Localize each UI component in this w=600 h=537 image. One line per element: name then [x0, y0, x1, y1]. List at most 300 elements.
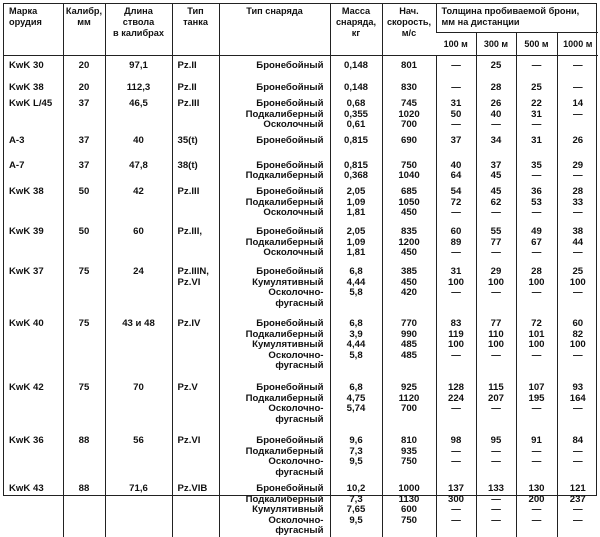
gun-model-cell: А-7	[9, 159, 25, 171]
header-line: м/с	[401, 28, 417, 38]
tank-type-value: Pz.VI	[177, 276, 201, 288]
penetration-500m-value	[517, 468, 557, 479]
muzzle-velocity-cell	[382, 78, 436, 94]
penetration-100m-cell	[436, 262, 476, 314]
penetration-300m-value: 77	[490, 317, 502, 329]
penetration-1000m-value	[558, 415, 599, 426]
penetration-500m-cell	[516, 222, 557, 262]
muzzle-velocity-value: 830	[400, 82, 417, 93]
shell-types-value: Подкалиберный	[245, 196, 324, 208]
penetration-1000m-value: —	[572, 504, 583, 516]
shell-types-value: Подкалиберный	[245, 493, 324, 505]
table-row	[4, 55, 598, 78]
penetration-1000m-value: 237	[569, 493, 586, 505]
shell-mass-value: 4,44	[346, 276, 366, 288]
header-distance-300: 300 м	[476, 32, 516, 55]
shell-types-value: Бронебойный	[256, 159, 324, 171]
penetration-500m-value: —	[531, 456, 542, 468]
penetration-300m-value	[477, 361, 516, 372]
penetration-1000m-cell	[557, 378, 598, 431]
barrel-length-cell: 60	[105, 222, 172, 262]
shell-mass-cell	[330, 431, 382, 479]
muzzle-velocity-value: 1040	[398, 170, 420, 182]
muzzle-velocity-value: 685	[400, 185, 417, 197]
muzzle-velocity-value: 600	[400, 504, 417, 516]
shell-types-cell	[219, 94, 330, 131]
table-row	[4, 156, 598, 182]
shell-mass-cell	[330, 378, 382, 431]
penetration-100m-value: 300	[447, 493, 464, 505]
penetration-1000m-cell	[557, 314, 598, 378]
penetration-500m-cell	[516, 479, 557, 537]
penetration-1000m-value: 29	[572, 159, 584, 171]
penetration-100m-value	[437, 526, 476, 537]
shell-types-cell	[219, 431, 330, 479]
penetration-300m-value: 37	[490, 159, 502, 171]
header-penetration	[436, 4, 598, 32]
penetration-300m-value: —	[491, 403, 501, 415]
shell-mass-value: 0,148	[343, 82, 368, 93]
header-line: Масса	[341, 6, 371, 16]
table-row	[4, 314, 598, 378]
muzzle-velocity-value: 1120	[398, 392, 420, 404]
muzzle-velocity-value: 385	[400, 265, 417, 277]
barrel-length-cell: 46,5	[105, 94, 172, 131]
penetration-300m-value: —	[491, 207, 501, 219]
shell-types-value: Подкалиберный	[245, 108, 324, 120]
muzzle-velocity-value: 750	[400, 456, 417, 468]
penetration-1000m-value: —	[572, 170, 583, 182]
shell-types-value: Бронебойный	[256, 59, 324, 71]
shell-types-value: Бронебойный	[256, 434, 324, 446]
muzzle-velocity-cell	[382, 378, 436, 431]
muzzle-velocity-value: 485	[400, 349, 417, 361]
penetration-1000m-value: 100	[569, 276, 586, 288]
barrel-length-cell: 70	[105, 378, 172, 431]
shell-types-value: Осколочно-	[268, 514, 324, 526]
penetration-300m-cell	[476, 431, 516, 479]
header-line: Нач.	[399, 6, 419, 16]
penetration-300m-value	[477, 415, 516, 426]
penetration-300m-cell	[476, 222, 516, 262]
penetration-100m-value: 50	[450, 108, 462, 120]
shell-mass-value: 1,09	[346, 196, 366, 208]
gun-model-cell: KwK 42	[9, 381, 44, 393]
penetration-1000m-value	[558, 361, 599, 372]
penetration-300m-value: 29	[490, 265, 502, 277]
penetration-1000m-value: 38	[572, 225, 584, 237]
penetration-300m-value: 45	[490, 185, 502, 197]
penetration-100m-value: 37	[450, 134, 462, 146]
muzzle-velocity-value: 1000	[398, 482, 420, 494]
penetration-500m-value: 195	[528, 392, 545, 404]
header-line: Марка	[9, 6, 38, 16]
header-line: Калибр,	[65, 6, 103, 16]
tank-type-value: Pz.III,	[177, 225, 203, 237]
shell-types-value: фугасный	[275, 413, 324, 425]
penetration-300m-cell	[476, 94, 516, 131]
table-row	[4, 94, 598, 131]
penetration-1000m-cell	[557, 78, 598, 94]
penetration-500m-cell	[516, 262, 557, 314]
shell-types-value: Осколочно-	[268, 349, 324, 361]
penetration-1000m-cell	[557, 131, 598, 156]
penetration-300m-value: 77	[490, 236, 502, 248]
muzzle-velocity-value	[383, 361, 436, 372]
shell-types-value: фугасный	[275, 466, 324, 478]
shell-mass-value: 1,81	[346, 247, 366, 259]
muzzle-velocity-value: 770	[400, 317, 417, 329]
penetration-1000m-value: 84	[572, 434, 584, 446]
gun-model-cell: KwK 39	[9, 225, 44, 237]
table-row	[4, 222, 598, 262]
gun-model-cell: KwK 38	[9, 82, 44, 93]
muzzle-velocity-value: 990	[400, 328, 417, 340]
tank-type-value: Pz.V	[177, 381, 198, 393]
penetration-1000m-value: —	[572, 445, 583, 457]
penetration-300m-cell	[476, 314, 516, 378]
muzzle-velocity-cell	[382, 55, 436, 78]
caliber-cell: 50	[63, 182, 105, 222]
penetration-300m-value: 62	[490, 196, 502, 208]
penetration-1000m-value: 25	[572, 265, 584, 277]
table-row	[4, 262, 598, 314]
muzzle-velocity-value: 1200	[398, 236, 420, 248]
penetration-1000m-value: —	[572, 514, 583, 526]
penetration-500m-value: —	[531, 287, 542, 299]
penetration-100m-cell	[436, 378, 476, 431]
penetration-300m-value: 55	[490, 225, 502, 237]
shell-types-value: Осколочный	[263, 247, 324, 259]
barrel-length-cell: 24	[105, 262, 172, 314]
shell-types-value: Осколочный	[263, 207, 324, 219]
header-line: в калибрах	[113, 28, 164, 38]
muzzle-velocity-value	[383, 415, 436, 426]
penetration-500m-cell	[516, 94, 557, 131]
shell-mass-value	[331, 526, 382, 537]
penetration-300m-value: 40	[490, 108, 502, 120]
penetration-300m-value: 115	[488, 381, 504, 393]
tank-type-cell	[172, 78, 219, 94]
muzzle-velocity-value: 485	[400, 339, 417, 351]
shell-mass-value: 0,368	[343, 170, 368, 182]
penetration-500m-value: —	[531, 445, 542, 457]
penetration-100m-value: 83	[450, 317, 462, 329]
penetration-1000m-cell	[557, 182, 598, 222]
penetration-1000m-value: 26	[572, 134, 584, 146]
barrel-length-cell: 112,3	[105, 78, 172, 94]
penetration-500m-value: —	[531, 170, 542, 182]
penetration-300m-value: 110	[488, 328, 504, 340]
shell-mass-value: 5,8	[349, 287, 363, 299]
muzzle-velocity-value: 450	[400, 247, 417, 259]
penetration-300m-value: 26	[490, 98, 502, 109]
header-line: Длина	[124, 6, 153, 16]
header-caliber	[63, 4, 105, 55]
shell-types-value: фугасный	[275, 360, 324, 372]
tank-type-value: Pz.IIIN,	[177, 265, 209, 277]
penetration-500m-value: 130	[528, 482, 545, 494]
muzzle-velocity-value: 835	[400, 225, 417, 237]
shell-types-value: Осколочно-	[268, 403, 324, 415]
gun-model-cell: KwK 36	[9, 434, 44, 446]
shell-types-value: Осколочно-	[268, 287, 324, 299]
penetration-500m-value: —	[531, 247, 542, 259]
penetration-1000m-value: 44	[572, 236, 584, 248]
penetration-300m-cell	[476, 131, 516, 156]
penetration-300m-cell	[476, 378, 516, 431]
penetration-500m-value: 49	[531, 225, 542, 237]
penetration-100m-value: —	[451, 504, 461, 516]
shell-mass-value: 0,815	[343, 159, 368, 171]
penetration-500m-cell	[516, 431, 557, 479]
penetration-500m-value	[517, 415, 557, 426]
penetration-300m-value: 207	[487, 392, 504, 404]
header-line: мм на дистанции	[441, 17, 520, 27]
penetration-500m-cell	[516, 156, 557, 182]
header-barrel-length	[105, 4, 172, 55]
penetration-1000m-value: 164	[569, 392, 586, 404]
shell-mass-value: 6,8	[349, 265, 363, 277]
penetration-1000m-value: —	[572, 247, 583, 259]
shell-mass-cell	[330, 94, 382, 131]
table-row	[4, 378, 598, 431]
tank-type-value: Pz.III	[177, 98, 200, 109]
penetration-100m-value: —	[451, 514, 461, 526]
shell-mass-value: 6,8	[349, 317, 363, 329]
shell-mass-value: 3,9	[349, 328, 363, 340]
shell-types-value: Осколочный	[263, 119, 324, 131]
penetration-500m-value: 200	[528, 493, 545, 505]
table-row	[4, 78, 598, 94]
tank-type-cell	[172, 314, 219, 378]
shell-types-value: Подкалиберный	[245, 170, 324, 182]
penetration-500m-value: 72	[531, 317, 542, 329]
penetration-300m-value: 100	[487, 276, 504, 288]
shell-mass-value: 0,68	[346, 98, 366, 109]
penetration-100m-value: —	[451, 59, 461, 71]
shell-mass-value: 9,5	[349, 514, 363, 526]
penetration-300m-value: 25	[490, 59, 502, 71]
shell-mass-value: 9,5	[349, 456, 363, 468]
barrel-length-cell: 97,1	[105, 55, 172, 78]
tank-type-cell	[172, 262, 219, 314]
penetration-100m-value	[437, 415, 476, 426]
muzzle-velocity-value: 450	[400, 276, 417, 288]
penetration-1000m-value: —	[572, 287, 583, 299]
penetration-1000m-value	[558, 299, 599, 310]
penetration-1000m-value: —	[572, 82, 583, 93]
caliber-cell: 88	[63, 431, 105, 479]
penetration-500m-value: 35	[531, 159, 542, 171]
muzzle-velocity-value: 700	[400, 403, 417, 415]
shell-mass-value	[331, 468, 382, 479]
shell-mass-value: 5,8	[349, 349, 363, 361]
barrel-length-cell: 40	[105, 131, 172, 156]
penetration-1000m-cell	[557, 55, 598, 78]
penetration-100m-cell	[436, 78, 476, 94]
shell-types-cell	[219, 314, 330, 378]
penetration-1000m-value	[558, 120, 599, 131]
shell-mass-value: 0,355	[343, 108, 368, 120]
shell-mass-value	[331, 299, 382, 310]
barrel-length-cell: 56	[105, 431, 172, 479]
penetration-1000m-value: —	[572, 349, 583, 361]
shell-types-value: Бронебойный	[256, 185, 324, 197]
tank-type-cell	[172, 94, 219, 131]
shell-mass-value	[331, 415, 382, 426]
shell-mass-cell	[330, 55, 382, 78]
gun-model-cell: KwK 38	[9, 185, 44, 197]
shell-types-value: Подкалиберный	[245, 328, 324, 340]
gun-model-cell: KwK 43	[9, 482, 44, 494]
shell-types-cell	[219, 262, 330, 314]
shell-mass-cell	[330, 222, 382, 262]
penetration-500m-value: 36	[531, 185, 542, 197]
caliber-cell: 20	[63, 78, 105, 94]
penetration-500m-value: —	[531, 349, 542, 361]
header-tank-type	[172, 4, 219, 55]
shell-types-value: Подкалиберный	[245, 236, 324, 248]
penetration-500m-value: 28	[531, 265, 542, 277]
penetration-500m-value: 67	[531, 236, 542, 248]
penetration-300m-value: —	[491, 493, 501, 505]
muzzle-velocity-value: 700	[400, 119, 417, 131]
caliber-cell: 20	[63, 55, 105, 78]
header-line: Тип снаряда	[246, 6, 303, 16]
penetration-300m-cell	[476, 262, 516, 314]
penetration-500m-value: 53	[531, 196, 542, 208]
tank-type-cell	[172, 182, 219, 222]
caliber-cell: 37	[63, 94, 105, 131]
shell-mass-cell	[330, 78, 382, 94]
penetration-100m-value: 31	[450, 98, 462, 109]
tank-type-cell	[172, 55, 219, 78]
muzzle-velocity-value: 1130	[398, 493, 420, 505]
penetration-1000m-value: 60	[572, 317, 584, 329]
penetration-500m-value: —	[531, 504, 542, 516]
muzzle-velocity-value: 925	[400, 381, 417, 393]
header-line: скорость,	[386, 17, 432, 27]
penetration-100m-cell	[436, 314, 476, 378]
penetration-100m-value: 98	[450, 434, 462, 446]
penetration-500m-value	[517, 526, 557, 537]
header-line: орудия	[9, 17, 42, 27]
penetration-100m-value: 224	[447, 392, 464, 404]
penetration-500m-cell	[516, 55, 557, 78]
header-line: мм	[77, 17, 91, 27]
penetration-100m-value	[437, 299, 476, 310]
armor-penetration-table	[4, 4, 598, 537]
penetration-300m-value: 34	[490, 134, 502, 146]
penetration-500m-value: 101	[528, 328, 545, 340]
gun-model-cell: KwK 40	[9, 317, 44, 329]
penetration-500m-cell	[516, 378, 557, 431]
penetration-100m-cell	[436, 431, 476, 479]
penetration-100m-value: 100	[447, 339, 464, 351]
gun-model-cell: KwK 30	[9, 59, 44, 71]
table-body	[4, 55, 598, 537]
penetration-100m-value: —	[451, 82, 461, 93]
header-distance-1000: 1000 м	[557, 32, 598, 55]
header-line: танка	[183, 17, 208, 27]
penetration-1000m-value	[558, 468, 599, 479]
gun-model-cell: А-3	[9, 134, 25, 146]
muzzle-velocity-value: 690	[400, 134, 417, 146]
barrel-length-cell: 43 и 48	[105, 314, 172, 378]
shell-mass-cell	[330, 156, 382, 182]
shell-types-cell	[219, 156, 330, 182]
penetration-100m-value: 89	[450, 236, 462, 248]
penetration-100m-value: 40	[450, 159, 462, 171]
penetration-100m-value: 100	[447, 276, 464, 288]
penetration-100m-value: —	[451, 207, 461, 219]
penetration-500m-cell	[516, 78, 557, 94]
penetration-1000m-cell	[557, 222, 598, 262]
penetration-1000m-value: —	[572, 456, 583, 468]
penetration-300m-cell	[476, 78, 516, 94]
header-distance-500: 500 м	[516, 32, 557, 55]
penetration-1000m-cell	[557, 94, 598, 131]
penetration-300m-value	[477, 526, 516, 537]
barrel-length-cell: 42	[105, 182, 172, 222]
table-row	[4, 479, 598, 537]
caliber-cell: 75	[63, 262, 105, 314]
penetration-100m-value: —	[451, 456, 461, 468]
penetration-1000m-value: —	[572, 59, 583, 71]
shell-mass-value: 2,05	[346, 185, 366, 197]
header-gun	[4, 4, 63, 55]
barrel-length-cell: 71,6	[105, 479, 172, 537]
shell-types-cell	[219, 55, 330, 78]
caliber-cell: 37	[63, 156, 105, 182]
penetration-500m-value: —	[531, 514, 542, 526]
penetration-1000m-value: —	[572, 108, 583, 120]
shell-types-value: Кумулятивный	[252, 276, 324, 288]
penetration-100m-value: 64	[450, 170, 462, 182]
muzzle-velocity-value	[383, 468, 436, 479]
penetration-300m-value: 133	[487, 482, 504, 494]
penetration-1000m-cell	[557, 156, 598, 182]
shell-types-value: Подкалиберный	[245, 445, 324, 457]
penetration-1000m-value	[558, 526, 599, 537]
shell-types-value: Бронебойный	[256, 265, 324, 277]
penetration-100m-cell	[436, 156, 476, 182]
tank-type-value: Pz.III	[177, 185, 200, 197]
penetration-500m-value: —	[531, 207, 542, 219]
penetration-300m-cell	[476, 479, 516, 537]
penetration-500m-value: —	[531, 119, 542, 131]
shell-mass-value	[331, 361, 382, 372]
tank-type-cell	[172, 156, 219, 182]
penetration-300m-value: —	[491, 445, 501, 457]
muzzle-velocity-value: 750	[400, 159, 417, 171]
tank-type-value: 35(t)	[177, 134, 198, 146]
penetration-500m-value: 100	[528, 276, 545, 288]
penetration-100m-value: —	[451, 349, 461, 361]
table-row	[4, 131, 598, 156]
shell-types-value: Бронебойный	[256, 317, 324, 329]
shell-types-value: Осколочно-	[268, 456, 324, 468]
penetration-100m-cell	[436, 55, 476, 78]
penetration-300m-value: —	[491, 514, 501, 526]
shell-mass-cell	[330, 314, 382, 378]
penetration-500m-value: 91	[531, 434, 542, 446]
penetration-1000m-cell	[557, 262, 598, 314]
penetration-1000m-value: —	[572, 207, 583, 219]
penetration-500m-cell	[516, 131, 557, 156]
penetration-300m-cell	[476, 55, 516, 78]
